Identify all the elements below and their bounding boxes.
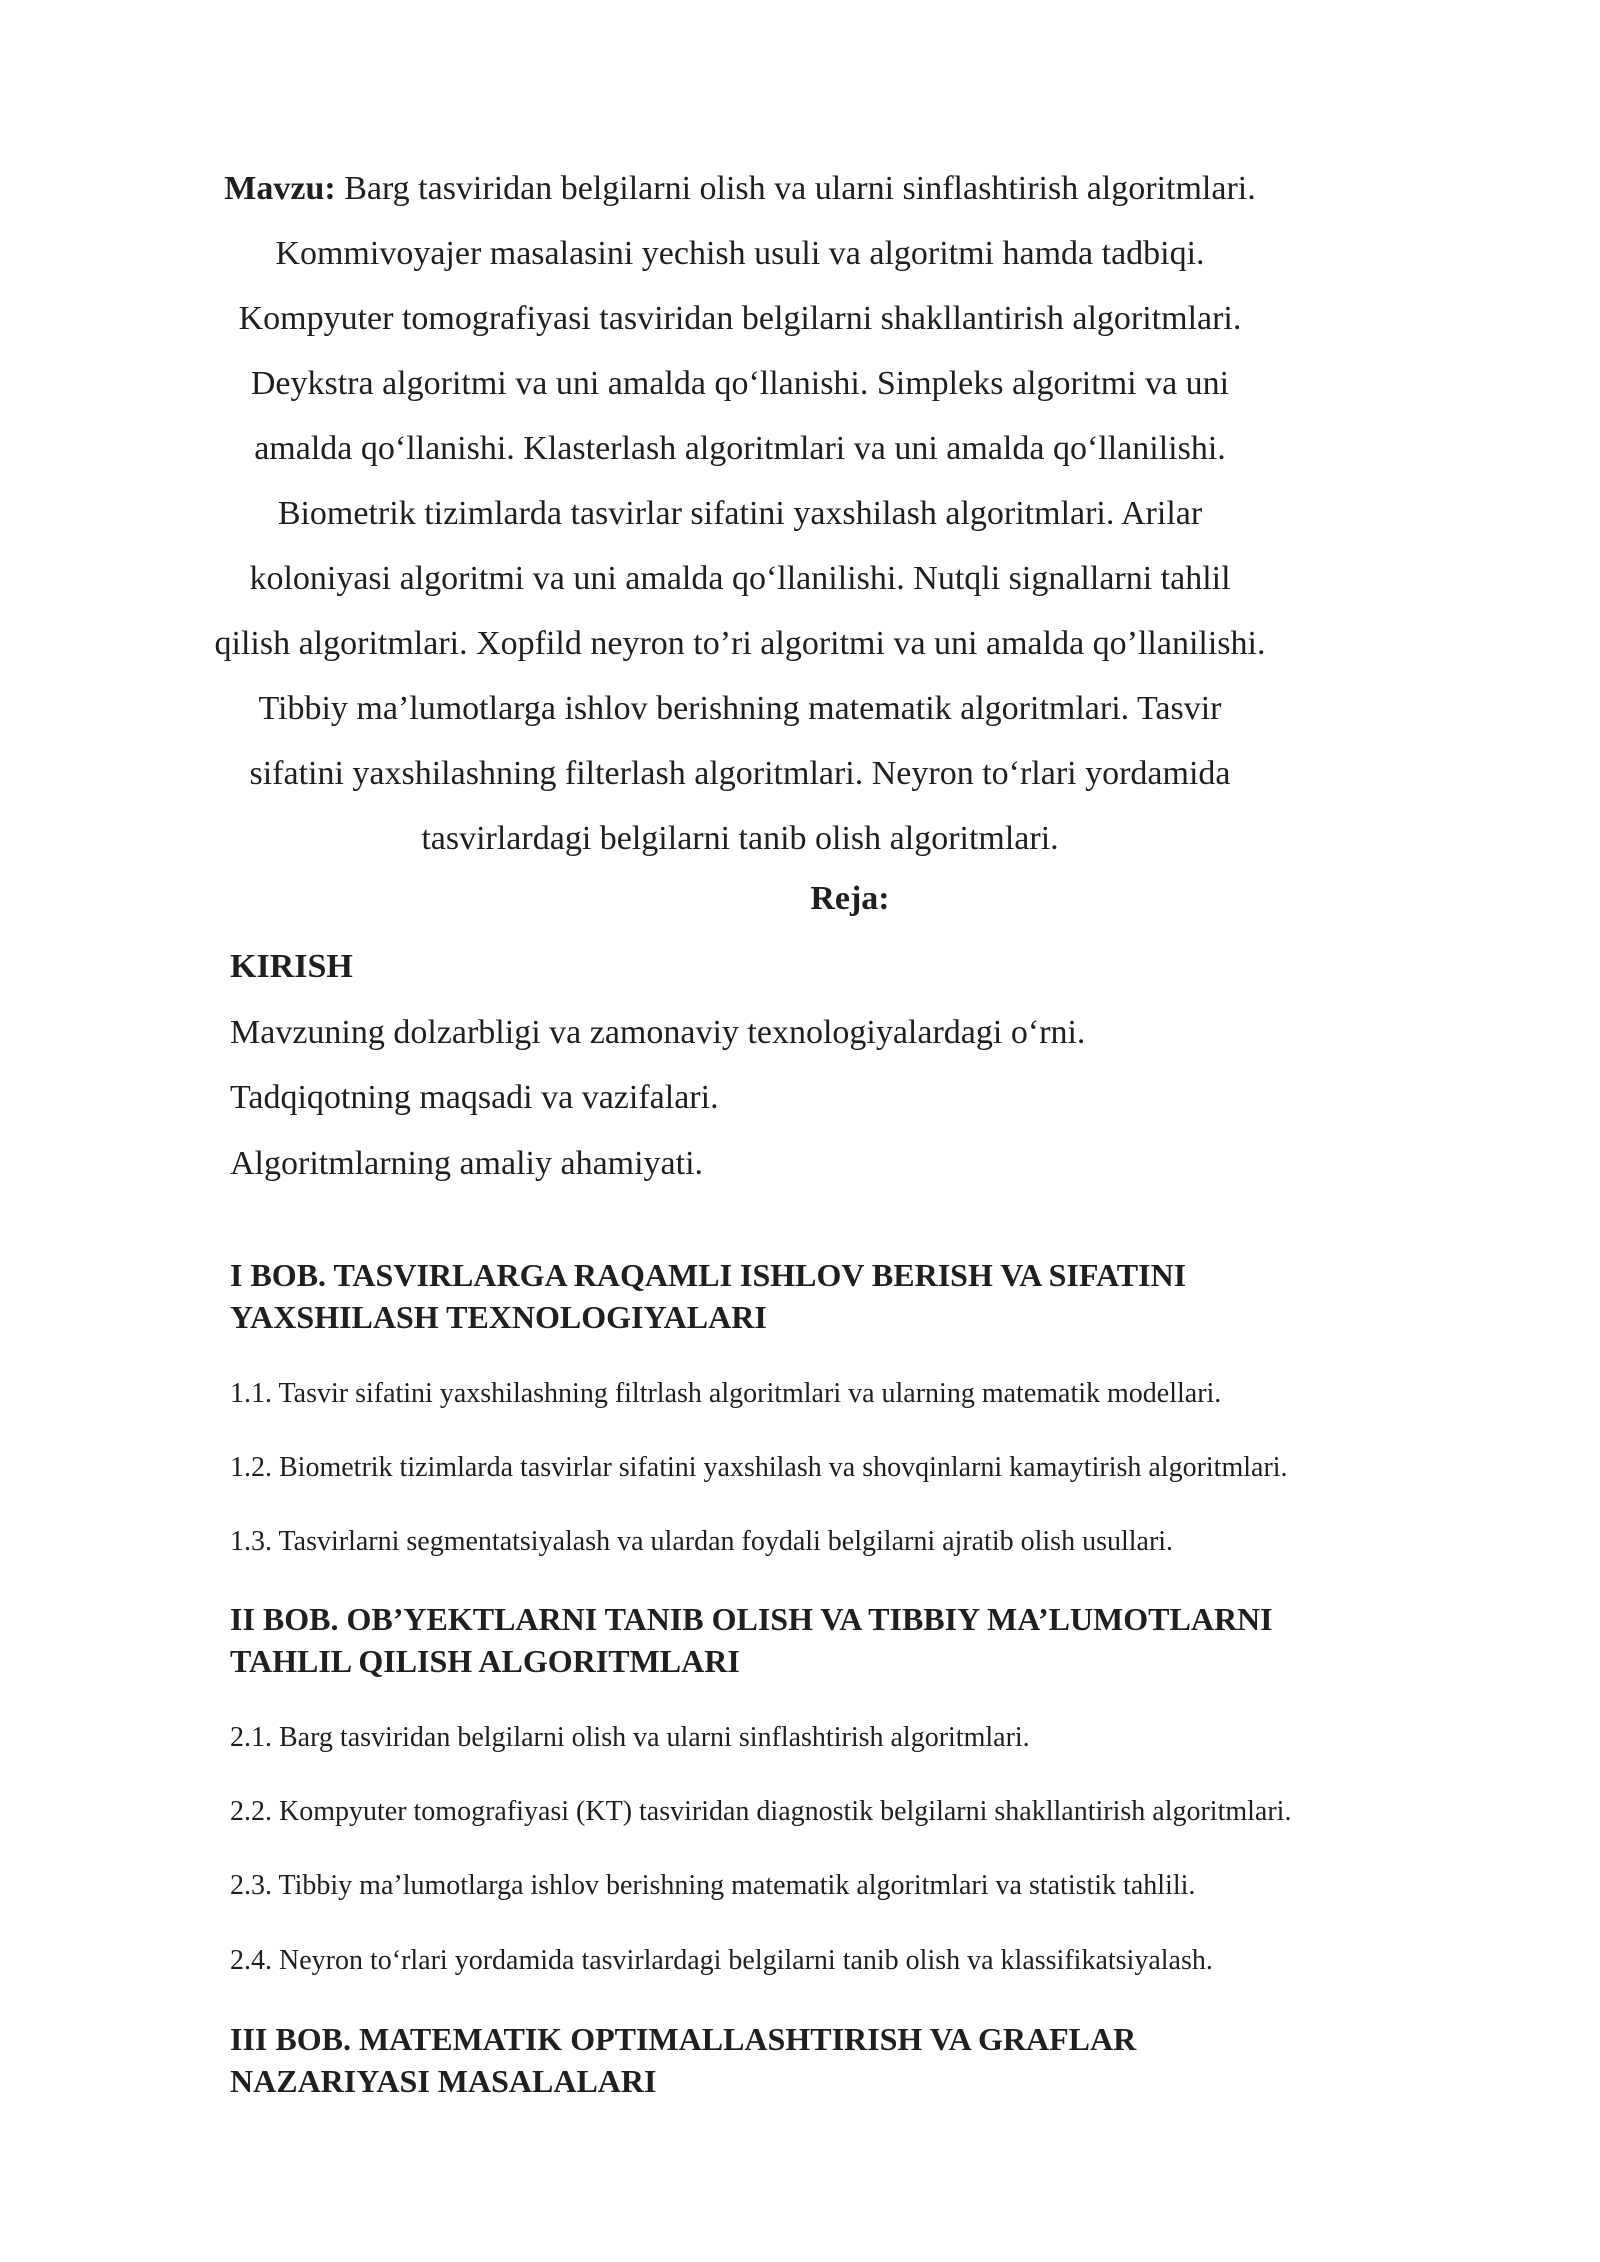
intro-item: Algoritmlarning amaliy ahamiyati. <box>230 1145 704 1182</box>
chapter-title-line: II BOB. OB’YEKTLARNI TANIB OLISH VA TIBBIY MA’LUMOTLARNI <box>230 1601 1273 1637</box>
topic-paragraph <box>210 156 1270 871</box>
intro-heading: KIRISH <box>230 948 353 985</box>
section-item: 2.3. Tibbiy ma’lumotlarga ishlov berishning matematik algoritmlari va statistik tahlili. <box>230 1870 1196 1901</box>
chapter-title-line: TAHLIL QILISH ALGORITMLARI <box>230 1643 740 1679</box>
topic-text: Barg tasviridan belgilarni olish va ularni sinflashtirish algoritmlari. Kommivoyajer masalasini yechish usuli va algoritmi hamda tadbiqi. Kompyuter tomografiyasi tasviridan belgilarni shakllantirish algoritmlari. Deykstra algoritmi va uni amalda qo‘llanishi. Simpleks algoritmi va uni amalda qo‘llanishi. Klasterlash algoritmlari va uni amalda qo‘llanilishi. Biometrik tizimlarda tasvirlar sifatini yaxshilash algoritmlari. Arilar koloniyasi algoritmi va uni amalda qo‘llanilishi. Nutqli signallarni tahlil qilish algoritmlari. Xopfild neyron to’ri algoritmi va uni amalda qo’llanilishi. Tibbiy ma’lumotlarga ishlov berishning matematik algoritmlari. Tasvir sifatini yaxshilashning filterlash algoritmlari. Neyron to‘rlari yordamida tasvirlardagi belgilarni tanib olish algoritmlari. <box>214 170 1266 857</box>
section-item: 2.1. Barg tasviridan belgilarni olish va ularni sinflashtirish algoritmlari. <box>230 1722 1030 1753</box>
intro-item: Tadqiqotning maqsadi va vazifalari. <box>230 1079 719 1116</box>
chapter-title-line: I BOB. TASVIRLARGA RAQAMLI ISHLOV BERISH VA SIFATINI <box>230 1257 1187 1293</box>
topic-label: Mavzu: <box>224 170 336 207</box>
plan-title: Reja: <box>810 880 890 917</box>
intro-item: Mavzuning dolzarbligi va zamonaviy texnologiyalardagi o‘rni. <box>230 1014 1086 1051</box>
section-item: 1.3. Tasvirlarni segmentatsiyalash va ulardan foydali belgilarni ajratib olish usullari. <box>230 1526 1174 1557</box>
chapter-2-title <box>230 1598 1480 1682</box>
chapter-title-line: III BOB. MATEMATIK OPTIMALLASHTIRISH VA GRAFLAR <box>230 2021 1137 2057</box>
section-item: 1.2. Biometrik tizimlarda tasvirlar sifatini yaxshilash va shovqinlarni kamaytirish algoritmlari. <box>230 1452 1288 1483</box>
chapter-3-title <box>230 2018 1480 2102</box>
chapter-title-line: NAZARIYASI MASALALARI <box>230 2063 657 2099</box>
section-item: 2.4. Neyron to‘rlari yordamida tasvirlardagi belgilarni tanib olish va klassifikatsiyalash. <box>230 1945 1213 1976</box>
section-item: 2.2. Kompyuter tomografiyasi (KT) tasviridan diagnostik belgilarni shakllantirish algoritmlari. <box>230 1796 1292 1827</box>
chapter-title-line: YAXSHILASH TEXNOLOGIYALARI <box>230 1299 767 1335</box>
section-item: 1.1. Tasvir sifatini yaxshilashning filtrlash algoritmlari va ularning matematik modellari. <box>230 1378 1222 1409</box>
chapter-1-title <box>230 1254 1480 1338</box>
